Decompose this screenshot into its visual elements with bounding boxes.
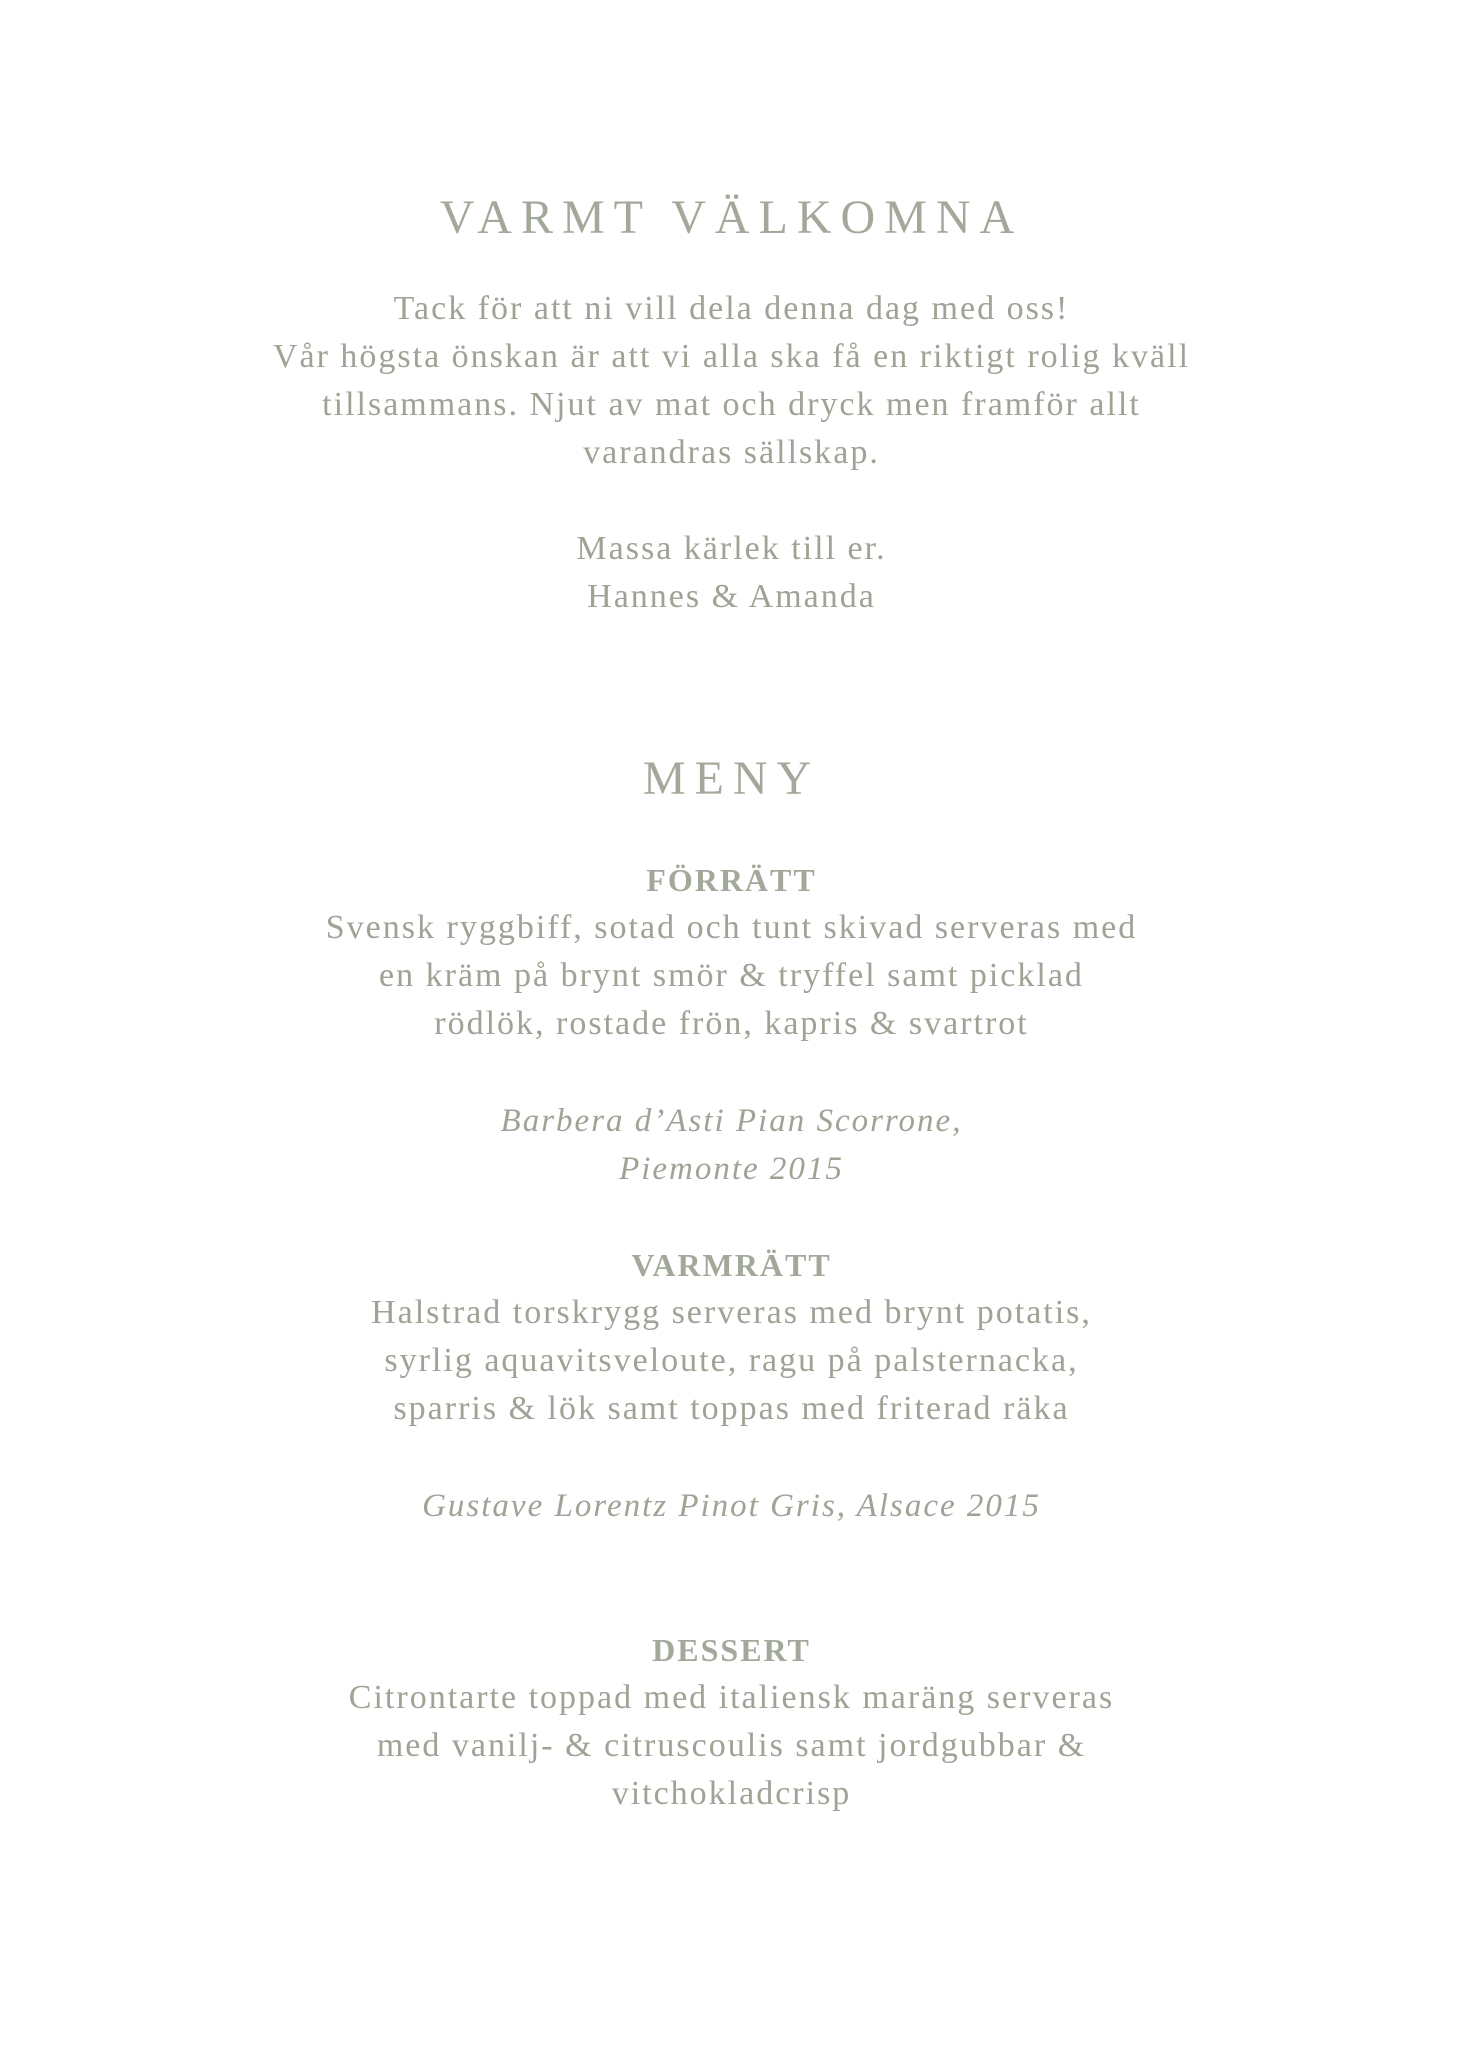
wine-pairing-starter [0, 1097, 1463, 1193]
course-dessert [0, 1626, 1463, 1818]
welcome-body [0, 285, 1463, 477]
signoff-line: Massa kärlek till er. [576, 530, 887, 567]
description-line: Svensk ryggbiff, sotad och tunt skivad serveras med [325, 909, 1138, 946]
wine-line: Gustave Lorentz Pinot Gris, Alsace 2015 [422, 1488, 1041, 1524]
welcome-signoff [0, 525, 1463, 621]
course-heading: VARMRÄTT [631, 1247, 832, 1283]
welcome-body-line: tillsammans. Njut av mat och dryck men framför allt [322, 386, 1141, 423]
wine-pairing [0, 1097, 1463, 1193]
signoff-names: Hannes & Amanda [587, 578, 876, 615]
welcome-message [0, 285, 1463, 477]
description-line: syrlig aquavitsveloute, ragu på palsternacka, [384, 1342, 1079, 1379]
description-line: sparris & lök samt toppas med friterad räka [393, 1390, 1070, 1427]
course-heading: DESSERT [652, 1632, 811, 1668]
course-starter [0, 856, 1463, 1048]
menu-title: MENY [642, 752, 821, 805]
description-line: rödlök, rostade frön, kapris & svartrot [434, 1005, 1029, 1042]
wine-pairing [0, 1482, 1463, 1530]
welcome-section [0, 190, 1463, 246]
course-description [0, 1289, 1463, 1433]
description-line: Halstrad torskrygg serveras med brynt potatis, [371, 1294, 1092, 1331]
wine-pairing-main [0, 1482, 1463, 1530]
signoff-text [0, 525, 1463, 621]
welcome-body-line: varandras sällskap. [583, 434, 880, 471]
welcome-title: VARMT VÄLKOMNA [439, 191, 1024, 244]
description-line: med vanilj- & citruscoulis samt jordgubbar & [376, 1727, 1087, 1764]
menu-section [0, 751, 1463, 807]
course-heading: FÖRRÄTT [646, 862, 817, 898]
description-line: vitchokladcrisp [611, 1775, 852, 1812]
description-line: en kräm på brynt smör & tryffel samt picklad [379, 957, 1084, 994]
wine-line: Barbera d’Asti Pian Scorrone, [500, 1103, 963, 1139]
welcome-body-line: Tack för att ni vill dela denna dag med oss! [393, 290, 1070, 327]
description-line: Citrontarte toppad med italiensk maräng serveras [348, 1679, 1115, 1716]
course-main [0, 1241, 1463, 1433]
course-description [0, 1674, 1463, 1818]
welcome-body-line: Vår högsta önskan är att vi alla ska få en riktigt rolig kväll [272, 338, 1191, 375]
wine-line: Piemonte 2015 [619, 1151, 844, 1187]
course-description [0, 904, 1463, 1048]
